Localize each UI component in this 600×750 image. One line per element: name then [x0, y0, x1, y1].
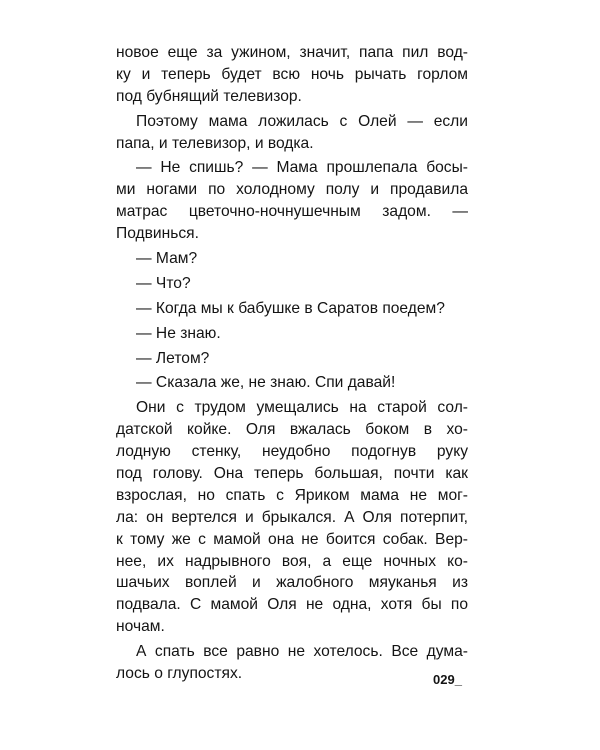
- paragraph: [116, 323, 468, 345]
- text-line: датской койке. Оля вжалась боком в хо-: [116, 421, 468, 439]
- paragraph: [116, 111, 468, 155]
- paragraph: [116, 641, 468, 685]
- text-line: Они с трудом умещались на старой сол-: [136, 399, 468, 417]
- text-line: Поэтому мама ложилась с Олей — если: [136, 112, 468, 130]
- text-line: лось о глупостях.: [116, 665, 243, 683]
- text-line: ми ногами по холодному полу и продавила: [116, 181, 468, 199]
- text-line: ночам.: [116, 618, 165, 636]
- paragraph: [116, 397, 468, 638]
- text-line: — Не знаю.: [136, 324, 221, 342]
- text-line: папа, и телевизор, и водка.: [116, 134, 314, 152]
- text-line: под бубнящий телевизор.: [116, 87, 302, 105]
- text-line: взрослая, но спать с Яриком мама не мог-: [116, 486, 468, 504]
- text-line: под голову. Она теперь большая, почти как: [116, 465, 468, 483]
- paragraph: [116, 372, 468, 394]
- text-line: новое еще за ужином, значит, папа пил вод-: [116, 44, 468, 61]
- text-line: ла: он вертелся и брыкался. А Оля потерпит,: [116, 508, 468, 526]
- text-line: — Не спишь? — Мама прошлепала босы-: [136, 159, 468, 177]
- body-text: [116, 42, 468, 685]
- text-line: подвала. С мамой Оля не одна, хотя бы по: [116, 596, 468, 614]
- paragraph: [116, 298, 468, 320]
- text-line: нее, их надрывного воя, а еще ночных ко-: [116, 552, 468, 570]
- text-line: шачьих воплей и жалобного мяуканья из: [116, 574, 468, 592]
- text-line: Подвинься.: [116, 225, 199, 243]
- text-line: матрас цветочно-ночнушечным задом. —: [116, 203, 468, 221]
- page-number: 029_: [433, 672, 462, 687]
- text-line: к тому же с мамой она не боится собак. Вер-: [116, 530, 468, 548]
- paragraph: [116, 157, 468, 245]
- paragraph: [116, 248, 468, 270]
- paragraph: [116, 273, 468, 295]
- text-line: — Что?: [136, 274, 191, 292]
- paragraph: [116, 348, 468, 370]
- text-line: лодную стенку, неудобно подогнув руку: [116, 443, 468, 461]
- paragraph: [116, 42, 468, 108]
- text-line: — Летом?: [136, 349, 210, 367]
- text-line: — Сказала же, не знаю. Спи давай!: [136, 374, 396, 392]
- text-line: А спать все равно не хотелось. Все дума-: [136, 643, 468, 661]
- text-line: — Когда мы к бабушке в Саратов поедем?: [136, 299, 445, 317]
- text-line: — Мам?: [136, 250, 198, 268]
- text-line: ку и теперь будет всю ночь рычать горлом: [116, 65, 468, 83]
